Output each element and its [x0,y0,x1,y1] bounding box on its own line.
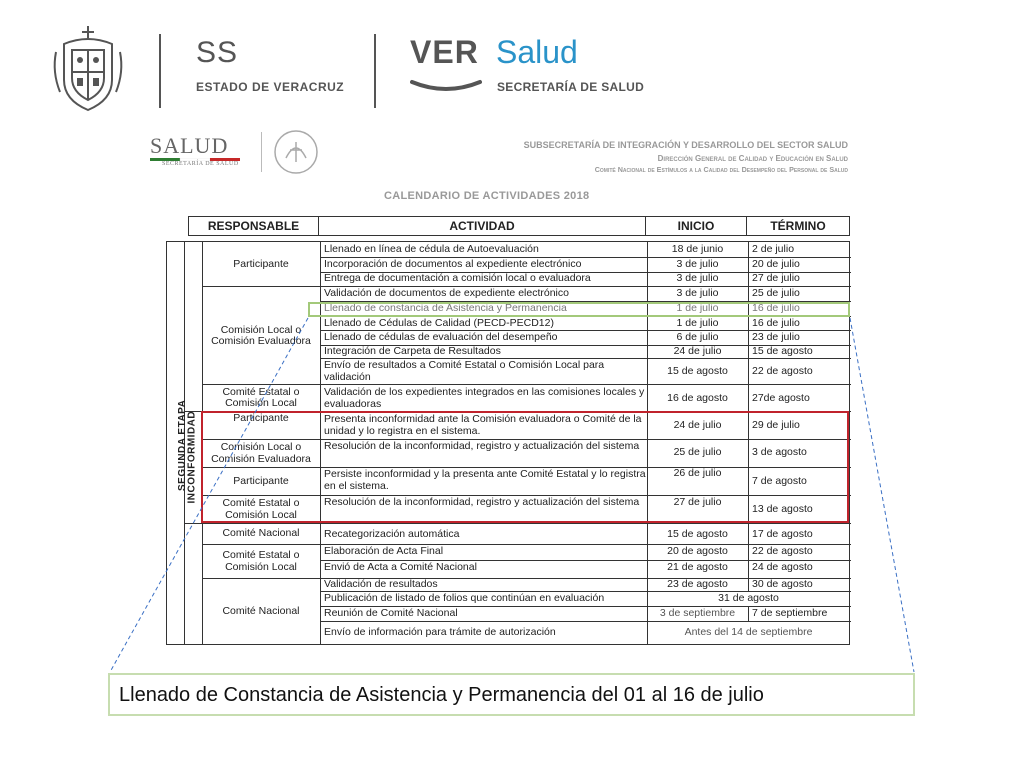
table-row-inicio: 1 de julio [676,317,719,329]
table-row-termino: 16 de julio [752,317,800,329]
table-row-inicio: 1 de julio [676,302,719,314]
table-row-actividad: Presenta inconformidad ante la Comisión evaluadora o Comité de la unidad y lo registra en el sistema. [324,413,642,437]
table-row-inicio: 15 de agosto [667,365,728,377]
calendar-title: CALENDARIO DE ACTIVIDADES 2018 [384,190,590,202]
table-row-actividad: Publicación de listado de folios que continúan en evaluación [324,592,605,604]
table-row-actividad: Entrega de documentación a comisión local o evaluadora [324,272,591,284]
callout-text: Llenado de Constancia de Asistencia y Permanencia del 01 al 16 de julio [119,684,764,706]
table-row-termino: 2 de julio [752,243,795,255]
table-row-span-date: 31 de agosto [718,592,779,604]
table-row-actividad: Validación de resultados [324,578,438,590]
col-actividad: ACTIVIDAD [319,217,646,235]
table-row-inicio: 3 de julio [676,272,719,284]
table-row-actividad: Resolución de la inconformidad, registro y actualización del sistema [324,496,640,508]
table-row-termino: 13 de agosto [752,503,813,515]
table-row-actividad: Llenado de constancia de Asistencia y Permanencia [324,302,567,314]
col-responsable: RESPONSABLE [189,217,319,235]
table-row-actividad: Elaboración de Acta Final [324,545,444,557]
table-row-inicio: 24 de julio [673,419,722,431]
table-row-actividad: Llenado en línea de cédula de Autoevaluación [324,243,539,255]
table-row-termino: 25 de julio [752,287,800,299]
responsable-cell: Comisión Local o Comisión Evaluadora [211,323,311,347]
responsable-cell: Comité Estatal o Comisión Local [222,497,300,521]
direccion-heading: Dirección General de Calidad y Educación en Salud [657,154,848,163]
table-row-actividad: Llenado de cédulas de evaluación del desempeño [324,331,558,343]
responsable-cell: Participante [233,412,289,424]
table-row-actividad: Llenado de Cédulas de Calidad (PECD-PECD12) [324,317,554,329]
table-row-actividad: Envió de Acta a Comité Nacional [324,561,477,573]
table-row-inicio: 18 de junio [671,243,724,255]
table-row-actividad: Persiste inconformidad y la presenta ante Comité Estatal y lo registra en el sistema. [324,468,646,492]
table-row-inicio: 27 de julio [673,496,722,508]
table-row-actividad: Resolución de la inconformidad, registro y actualización del sistema [324,440,640,452]
segunda-etapa-label: SEGUNDA ETAPA [177,399,188,491]
salud-logo-text: Salud [496,34,578,70]
table-row-actividad: Validación de los expedientes integrados en las comisiones locales y evaluadoras [324,386,645,410]
table-row-termino: 17 de agosto [752,528,813,540]
table-row-termino: 20 de julio [752,258,800,270]
table-row-inicio: 3 de julio [676,287,719,299]
table-row-inicio: 3 de septiembre [659,607,736,619]
responsable-cell: Participante [233,258,289,271]
table-row-termino: 27de agosto [752,392,810,404]
salud-logo-word: SALUD [150,133,229,158]
table-row-inicio: 25 de julio [673,446,722,458]
salud-logo-sub: SECRETARÍA DE SALUD [162,161,239,167]
table-row-termino: 27 de julio [752,272,800,284]
table-row-inicio: 21 de agosto [667,561,728,573]
table-row-termino: 22 de agosto [752,365,813,377]
table-row-actividad: Envío de resultados a Comité Estatal o Comisión Local para validación [324,359,605,383]
ss-logo-text: SS [196,36,239,69]
table-row-inicio: 26 de julio [673,467,722,479]
col-termino: TÉRMINO [770,219,826,233]
table-row-actividad: Envío de información para trámite de autorización [324,626,556,638]
comite-heading: Comité Nacional de Estímulos a la Calidad del Desempeño del Personal de Salud [594,165,848,174]
table-row-actividad: Incorporación de documentos al expediente electrónico [324,258,582,270]
table-row-inicio: 6 de julio [676,331,719,343]
ver-logo-text: VER [410,34,479,70]
table-row-inicio: 16 de agosto [667,392,728,404]
estado-veracruz-text: ESTADO DE VERACRUZ [196,80,345,94]
responsable-cell: Comité Nacional [222,604,300,617]
table-row-inicio: 23 de agosto [667,578,728,590]
table-row-termino: 29 de julio [752,419,800,431]
responsable-cell: Comité Nacional [222,527,300,540]
table-row-termino: 23 de julio [752,331,800,343]
table-row-span-date: Antes del 14 de septiembre [684,626,813,638]
table-row-termino: 7 de agosto [752,475,807,487]
table-row-termino: 24 de agosto [752,561,813,573]
table-row-inicio: 20 de agosto [667,545,728,557]
table-row-actividad: Reunión de Comité Nacional [324,607,458,619]
subsecretaria-heading: SUBSECRETARÍA DE INTEGRACIÓN Y DESARROLLO DEL SECTOR SALUD [523,140,848,150]
col-inicio: INICIO [646,217,747,235]
table-row-termino: 22 de agosto [752,545,813,557]
table-row-inicio: 24 de julio [673,345,722,357]
responsable-cell: Comité Estatal o Comisión Local [222,385,300,409]
table-row-termino: 3 de agosto [752,446,807,458]
table-row-termino: 15 de agosto [752,345,813,357]
table-row-actividad: Validación de documentos de expediente electrónico [324,287,569,299]
inconformidad-label: INCONFORMIDAD [186,410,198,504]
table-row-inicio: 3 de julio [676,258,719,270]
table-row-actividad: Recategorización automática [324,528,460,540]
table-row-actividad: Integración de Carpeta de Resultados [324,345,501,357]
secretaria-salud-text: SECRETARÍA DE SALUD [497,80,645,94]
table-row-termino: 16 de julio [752,302,800,314]
table-row-inicio: 15 de agosto [667,528,728,540]
responsable-cell: Comisión Local o Comisión Evaluadora [211,441,311,465]
responsable-cell: Participante [233,474,289,487]
responsable-cell: Comité Estatal o Comisión Local [222,549,300,573]
table-row-termino: 7 de septiembre [752,607,828,619]
table-row-termino: 30 de agosto [752,578,813,590]
